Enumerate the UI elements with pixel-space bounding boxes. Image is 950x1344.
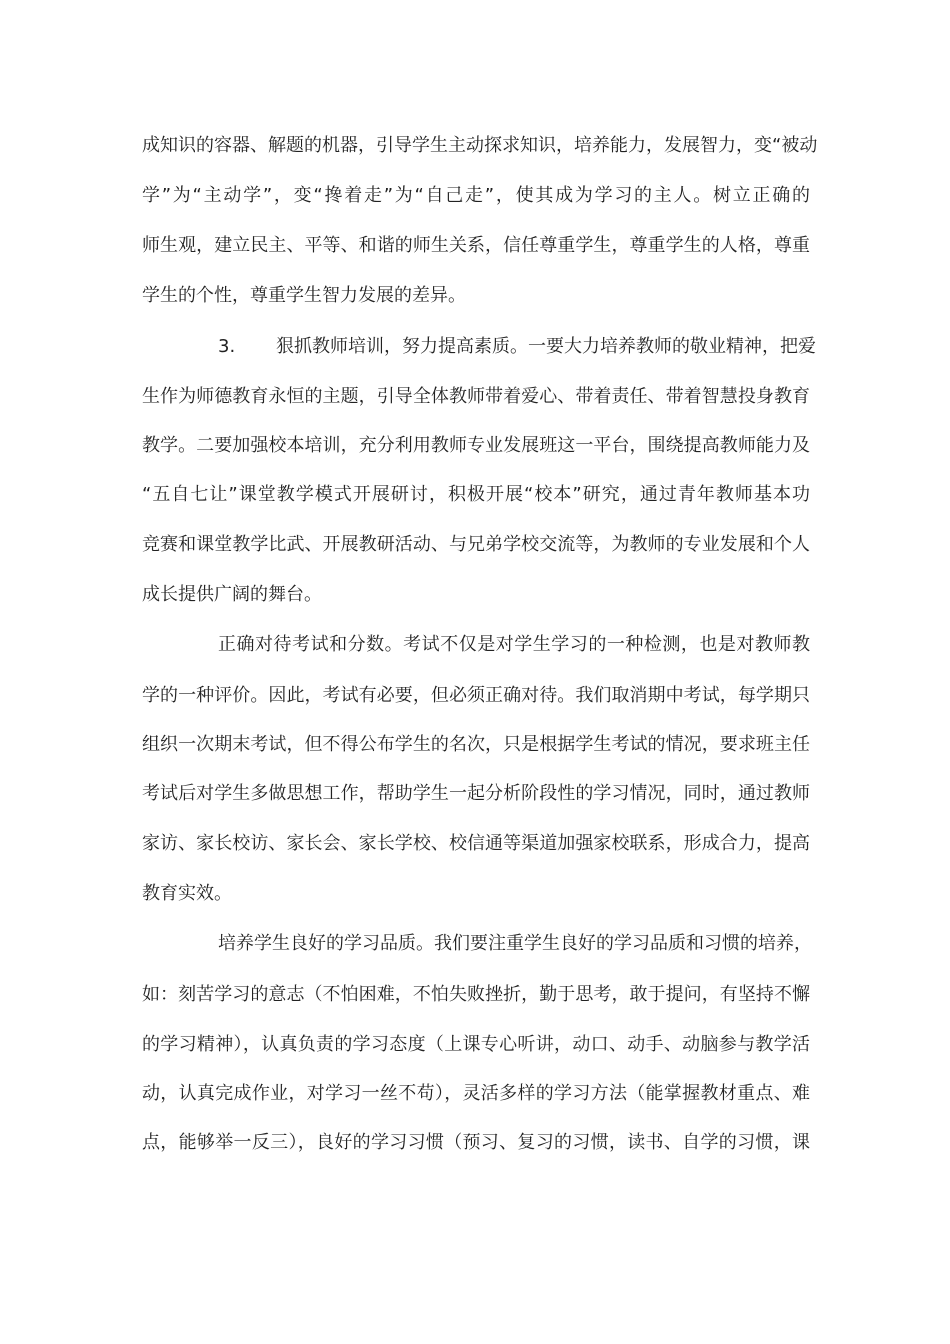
- paragraph-1-line-4: 学生的个性，尊重学生智力发展的差异。: [142, 285, 466, 306]
- paragraph-2-line-2: 生作为师德教育永恒的主题，引导全体教师带着爱心、带着责任、带着智慧投身教育: [142, 386, 810, 407]
- paragraph-1-line-3: 师生观，建立民主、平等、和谐的师生关系，信任尊重学生，尊重学生的人格，尊重: [142, 235, 810, 256]
- list-number: 3.: [218, 336, 236, 357]
- paragraph-4-line-2: 如：刻苦学习的意志（不怕困难，不怕失败挫折，勤于思考，敢于提问，有坚持不懈: [142, 984, 810, 1005]
- paragraph-3-line-4: 考试后对学生多做思想工作，帮助学生一起分析阶段性的学习情况，同时，通过教师: [142, 783, 810, 804]
- paragraph-2-line-6: 成长提供广阔的舞台。: [142, 584, 322, 605]
- paragraph-3-line-2: 学的一种评价。因此，考试有必要，但必须正确对待。我们取消期中考试，每学期只: [142, 685, 810, 706]
- paragraph-3-line-3: 组织一次期末考试，但不得公布学生的名次，只是根据学生考试的情况，要求班主任: [142, 734, 810, 755]
- paragraph-2-line-5: 竞赛和课堂教学比武、开展教研活动、与兄弟学校交流等，为教师的专业发展和个人: [142, 534, 810, 555]
- paragraph-2-line-4: “五自七让”课堂教学模式开展研讨，积极开展“校本”研究，通过青年教师基本功: [142, 484, 810, 505]
- paragraph-3-line-6: 教育实效。: [142, 883, 232, 904]
- paragraph-4-line-4: 动，认真完成作业，对学习一丝不苟），灵活多样的学习方法（能掌握教材重点、难: [142, 1083, 810, 1104]
- paragraph-2-line-1: [218, 332, 816, 362]
- paragraph-4-line-3: 的学习精神），认真负责的学习态度（上课专心听讲，动口、动手、动脑参与教学活: [142, 1034, 810, 1055]
- paragraph-1-line-1: 成知识的容器、解题的机器，引导学生主动探求知识，培养能力，发展智力，变“被动: [142, 135, 818, 156]
- paragraph-2-line-3: 教学。二要加强校本培训，充分利用教师专业发展班这一平台，围绕提高教师能力及: [142, 435, 810, 456]
- paragraph-4-line-1: 培养学生良好的学习品质。我们要注重学生良好的学习品质和习惯的培养，: [218, 933, 812, 954]
- paragraph-3-line-5: 家访、家长校访、家长会、家长学校、校信通等渠道加强家校联系，形成合力，提高: [142, 833, 810, 854]
- paragraph-2-line-1-text: 狠抓教师培训，努力提高素质。一要大力培养教师的敬业精神，把爱: [276, 336, 816, 357]
- paragraph-1-line-2: 学”为“主动学”，变“搀着走”为“自己走”，使其成为学习的主人。树立正确的: [142, 185, 810, 206]
- paragraph-4-line-5: 点，能够举一反三），良好的学习习惯（预习、复习的习惯，读书、自学的习惯，课: [142, 1132, 810, 1153]
- paragraph-3-line-1: 正确对待考试和分数。考试不仅是对学生学习的一种检测，也是对教师教: [218, 634, 810, 655]
